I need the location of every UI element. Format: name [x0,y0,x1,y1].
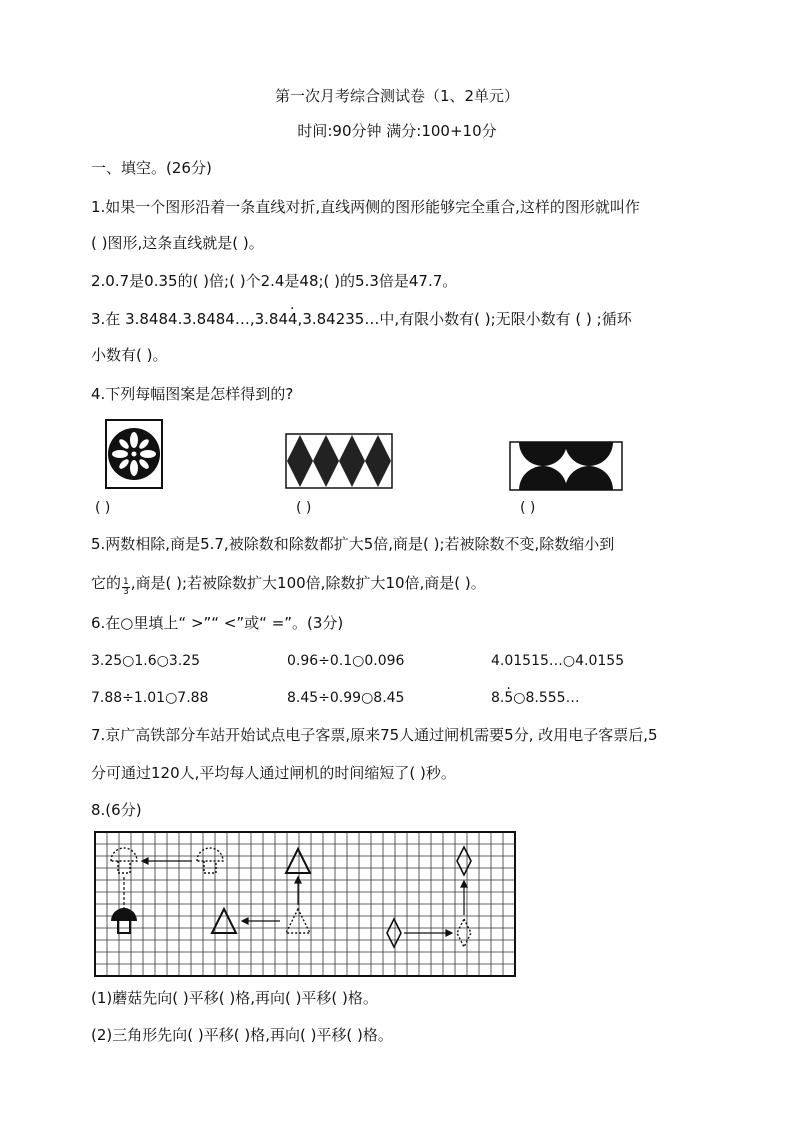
mushroom-dotted-top-right [197,848,223,873]
q6-row2-col2: 8.45÷0.99○8.45 [287,690,405,706]
q4-answer-blank-1[interactable]: ( ) [95,500,111,516]
q8-heading: 8.(6分) [91,801,142,819]
mushroom-arrows [121,858,192,915]
triangle-solid-left [212,909,236,933]
q7-line1: 7.京广高铁部分车站开始试点电子客票,原来75人通过闸机需要5分, 改用电子客票后,5 [91,726,658,744]
q6-row1-col2: 0.96÷0.1○0.096 [287,653,405,669]
q4-answer-blank-2[interactable]: ( ) [296,500,312,516]
q4-answer-blank-3[interactable]: ( ) [520,500,536,516]
q8-sub1: (1)蘑菇先向( )平移( )格,再向( )平移( )格。 [91,989,378,1007]
q6-heading: 6.在○里填上“ >”“ <”或“ =”。(3分) [91,614,344,632]
q6-row2-col3 [491,688,580,708]
section-heading: 一、填空。(26分) [91,159,212,177]
q6-row2-col1: 7.88÷1.01○7.88 [91,690,209,706]
q6-row2-col3-prefix: 8. [491,690,505,706]
q3-prefix: 3.在 3.8484.3.8484…,3.84 [91,310,288,328]
triangle-dotted [286,909,310,933]
q6-dotted-digit: · 5 [504,690,513,706]
grid-lines [95,832,515,976]
diamond-pattern-figure [285,433,393,489]
translation-grid [94,831,518,979]
semicircle-pattern-figure [509,441,623,491]
q5-line2 [91,573,486,597]
q7-line2: 分可通过120人,平均每人通过闸机的时间缩短了( )秒。 [91,764,456,782]
q3-line1 [91,309,632,329]
exam-meta: 时间:90分钟 满分:100+10分 [297,122,497,140]
q3-dotted-digit: · 4 [288,310,298,328]
q6-row2-col3-rest: ○8.555… [513,690,580,706]
q3-suffix: ,3.84235…中,有限小数有( );无限小数有 ( ) ;循环 [297,310,632,328]
q3-line2: 小数有( )。 [91,346,168,364]
page-title: 第一次月考综合测试卷（1、2单元） [274,87,520,105]
q8-sub2: (2)三角形先向( )平移( )格,再向( )平移( )格。 [91,1026,393,1044]
q5-line1: 5.两数相除,商是5.7,被除数和除数都扩大5倍,商是( );若被除数不变,除数缩小到 [91,535,615,553]
q1-line2: ( )图形,这条直线就是( )。 [91,234,264,252]
mushroom-dotted-top-left [111,848,137,873]
q4-text: 4.下列每幅图案是怎样得到的? [91,385,294,403]
one-third-fraction [122,578,130,597]
q5-line2-prefix: 它的 [91,574,122,592]
triangle-solid-top [286,849,310,873]
q5-line2-suffix: ,商是( );若被除数扩大100倍,除数扩大10倍,商是( )。 [130,574,486,592]
q1-line1: 1.如果一个图形沿着一条直线对折,直线两侧的图形能够完全重合,这样的图形就叫作 [91,198,640,216]
q6-row1-col1: 3.25○1.6○3.25 [91,653,201,669]
rotation-pattern-figure [105,419,163,489]
q2-text: 2.0.7是0.35的( )倍;( )个2.4是48;( )的5.3倍是47.7。 [91,272,458,290]
fraction-numerator: 1 [123,577,129,587]
diamond-top [457,847,471,875]
diamond-left [387,919,401,947]
q6-row1-col3: 4.01515…○4.0155 [491,653,625,669]
diamond-dotted-right [457,919,471,947]
fraction-denominator: 3 [123,587,129,597]
